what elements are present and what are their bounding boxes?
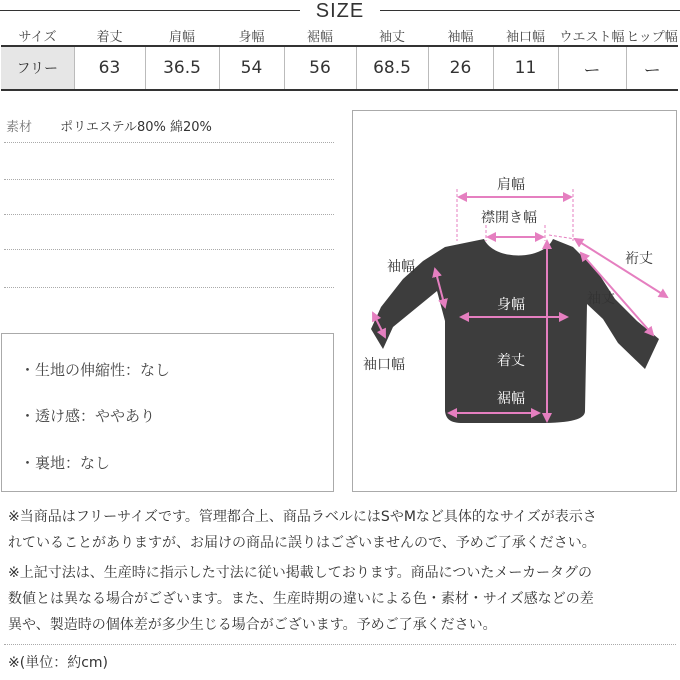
note-line: 数値とは異なる場合がございます。また、生産時期の違いによる色・素材・サイズ感などの差 (8, 591, 594, 607)
header-sodetake: 袖丈 (356, 26, 428, 46)
size-header-row (1, 26, 678, 46)
cell-kitake: 63 (74, 46, 145, 90)
cell-mihaba: 54 (219, 46, 284, 90)
label-sodehaba: 袖幅 (387, 259, 415, 275)
header-sodehaba: 袖幅 (428, 26, 493, 46)
dotted-divider (4, 287, 334, 288)
note-line: れていることがありますが、お届けの商品に誤りはございませんので、予めご了承ください。 (8, 535, 596, 551)
header-katahaba: 肩幅 (145, 26, 219, 46)
header-kitake: 着丈 (74, 26, 145, 46)
header-sodeguchi: 袖口幅 (493, 26, 558, 46)
label-sodetake: 袖丈 (587, 291, 615, 307)
note-unit: ※(単位：約cm) (8, 655, 108, 671)
yukitake-guide (549, 235, 575, 239)
title-rule-right (380, 10, 680, 11)
cell-sodeguchi: 11 (493, 46, 558, 90)
dotted-divider (4, 142, 334, 143)
note-line: ※当商品はフリーサイズです。管理都合上、商品ラベルにはSやMなど具体的なサイズが表示さ (8, 509, 597, 525)
header-mihaba: 身幅 (219, 26, 284, 46)
cell-katahaba: 36.5 (145, 46, 219, 90)
label-kitake: 着丈 (497, 353, 525, 369)
material-row (6, 116, 212, 135)
note-line: ※上記寸法は、生産時に指示した寸法に従い掲載しております。商品についたメーカータグの (8, 565, 593, 581)
dotted-divider (4, 214, 334, 215)
label-sodeguchi: 袖口幅 (363, 357, 405, 373)
cell-hip: ー (626, 46, 678, 90)
size-table (1, 26, 678, 91)
size-data-row (1, 46, 678, 90)
note-free-size (8, 504, 597, 556)
label-katahaba: 肩幅 (497, 177, 525, 193)
note-measurements (8, 560, 594, 638)
garment-diagram (353, 111, 678, 493)
cell-susohaba: 56 (284, 46, 356, 90)
header-size: サイズ (1, 26, 74, 46)
label-mihaba: 身幅 (497, 297, 525, 313)
material-value: ポリエステル80% 綿20% (60, 120, 212, 135)
property-sheerness: ・透け感：ややあり (20, 407, 156, 425)
size-title: SIZE (315, 0, 365, 22)
dotted-divider (4, 249, 334, 250)
cell-sodehaba: 26 (428, 46, 493, 90)
header-waist: ウエスト幅 (558, 26, 626, 46)
property-stretch: ・生地の伸縮性：なし (20, 361, 171, 379)
cell-waist: ー (558, 46, 626, 90)
label-yukitake: 裄丈 (625, 251, 653, 267)
title-rule-left (0, 10, 300, 11)
property-lining: ・裏地：なし (20, 454, 111, 472)
fabric-properties-box (1, 333, 334, 492)
dotted-divider (4, 179, 334, 180)
cell-size: フリー (1, 46, 74, 90)
note-line: 異や、製造時の個体差が多少生じる場合がございます。予めご了承ください。 (8, 617, 497, 633)
cell-sodetake: 68.5 (356, 46, 428, 90)
material-label: 素材 (6, 120, 33, 135)
measurement-diagram-box (352, 110, 677, 492)
label-susohaba: 裾幅 (497, 391, 525, 407)
header-hip: ヒップ幅 (626, 26, 678, 46)
dotted-divider (4, 644, 676, 645)
label-eriaki: 襟開き幅 (481, 210, 537, 226)
header-susohaba: 裾幅 (284, 26, 356, 46)
